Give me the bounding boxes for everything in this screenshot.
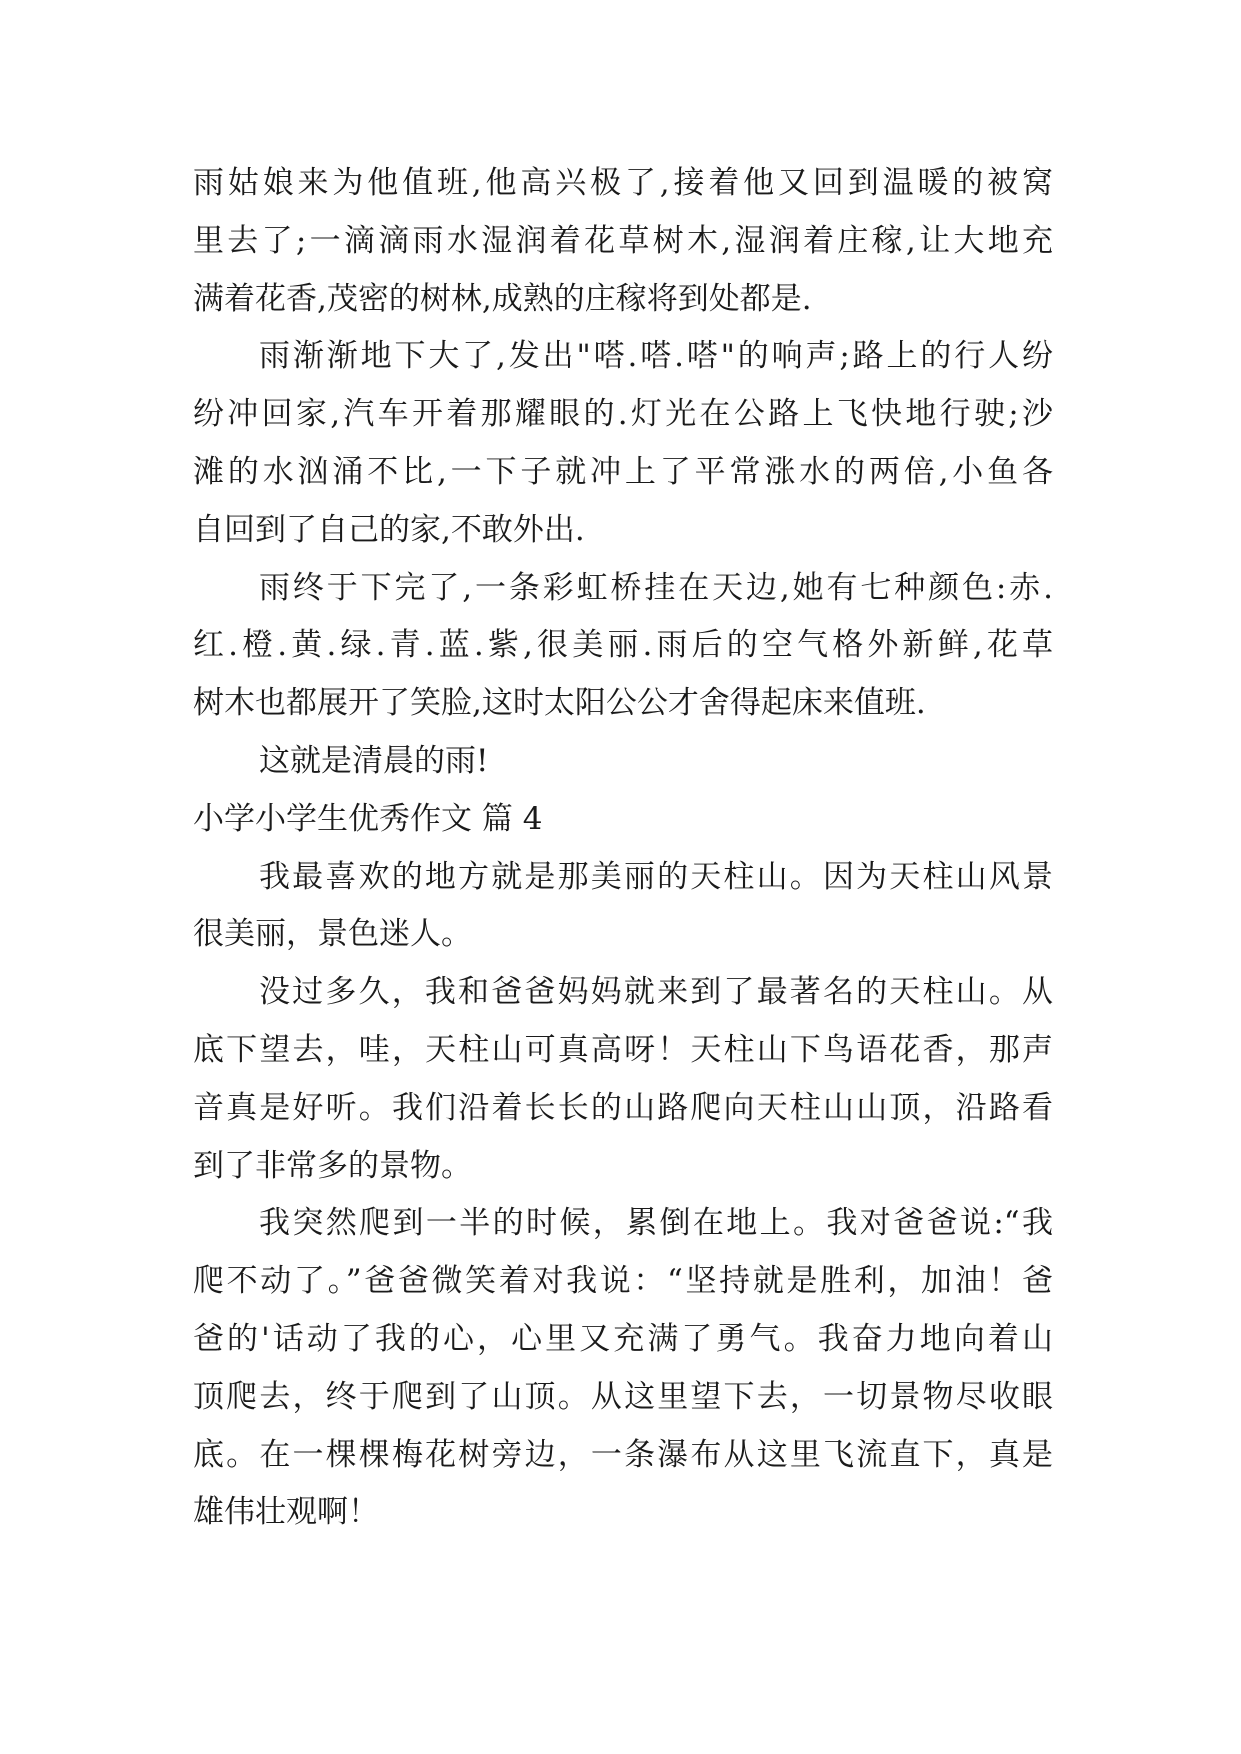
paragraph <box>193 560 1053 733</box>
section-heading: 小学小学生优秀作文 篇 4 <box>193 800 543 837</box>
paragraph <box>193 733 1053 791</box>
paragraph <box>193 328 1053 559</box>
text-line: 树木也都展开了笑脸,这时太阳公公才舍得起床来值班. <box>193 685 926 722</box>
text-line: 顶爬去，终于爬到了山顶。从这里望下去，一切景物尽收眼 <box>193 1378 1053 1415</box>
text-line: 我最喜欢的地方就是那美丽的天柱山。因为天柱山风景 <box>259 858 1053 895</box>
text-line: 雄伟壮观啊！ <box>193 1494 379 1531</box>
text-line: 爸的'话动了我的心，心里又充满了勇气。我奋力地向着山 <box>193 1320 1053 1357</box>
text-line: 满着花香,茂密的树林,成熟的庄稼将到处都是. <box>193 280 812 317</box>
text-line: 纷冲回家,汽车开着那耀眼的.灯光在公路上飞快地行驶;沙 <box>193 396 1053 433</box>
paragraph <box>193 964 1053 1195</box>
text-line: 底。在一棵棵梅花树旁边，一条瀑布从这里飞流直下，真是 <box>193 1436 1053 1473</box>
paragraph <box>193 155 1053 328</box>
text-line: 这就是清晨的雨! <box>259 742 489 779</box>
text-line: 红.橙.黄.绿.青.蓝.紫,很美丽.雨后的空气格外新鲜,花草 <box>193 627 1053 664</box>
text-line: 没过多久，我和爸爸妈妈就来到了最著名的天柱山。从 <box>259 974 1053 1011</box>
text-line: 音真是好听。我们沿着长长的山路爬向天柱山山顶，沿路看 <box>193 1089 1053 1126</box>
text-line: 底下望去，哇，天柱山可真高呀！天柱山下鸟语花香，那声 <box>193 1031 1053 1068</box>
text-line: 我突然爬到一半的时候，累倒在地上。我对爸爸说:“我 <box>259 1205 1053 1242</box>
text-line: 滩的水汹涌不比,一下子就冲上了平常涨水的两倍,小鱼各 <box>193 453 1053 490</box>
text-line: 自回到了自己的家,不敢外出. <box>193 511 585 548</box>
paragraph <box>193 1195 1053 1542</box>
text-line: 雨姑娘来为他值班,他高兴极了,接着他又回到温暖的被窝 <box>193 165 1053 201</box>
text-line: 很美丽，景色迷人。 <box>193 916 472 953</box>
text-line: 雨终于下完了,一条彩虹桥挂在天边,她有七种颜色:赤. <box>259 569 1053 606</box>
paragraph <box>193 849 1053 965</box>
text-line: 雨渐渐地下大了,发出"嗒.嗒.嗒"的响声;路上的行人纷 <box>259 338 1053 375</box>
text-line: 到了非常多的景物。 <box>193 1147 472 1184</box>
document-body <box>193 155 1053 1542</box>
text-line: 里去了;一滴滴雨水湿润着花草树木,湿润着庄稼,让大地充 <box>193 222 1053 259</box>
text-line: 爬不动了。”爸爸微笑着对我说：“坚持就是胜利，加油！爸 <box>193 1263 1053 1300</box>
